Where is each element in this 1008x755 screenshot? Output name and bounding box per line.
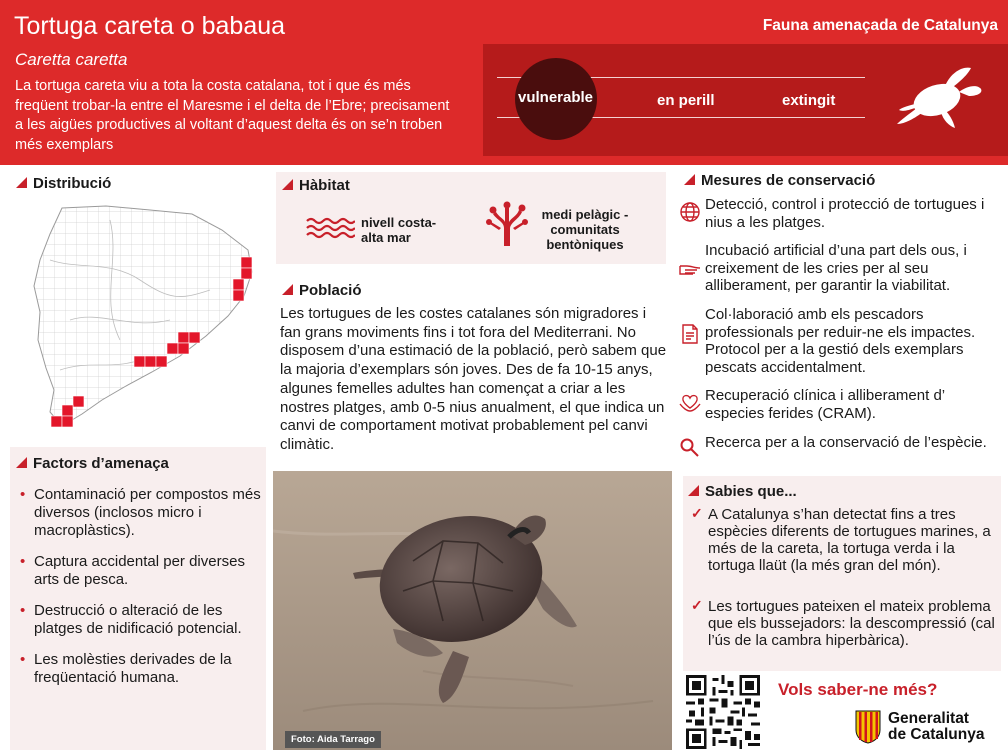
status-endangered: en perill: [657, 92, 715, 109]
heading-triangle-icon: [684, 174, 695, 185]
fact-item: Les tortugues pateixen el mateix problema que els bussejadors: la descompressió (cal l’ús de la cambra hiperbàrica).: [708, 598, 995, 649]
status-vulnerable: vulnerable: [518, 89, 594, 106]
did-you-know-heading: Sabies que...: [688, 483, 797, 500]
sea-turtle-icon: [893, 62, 985, 132]
heading-triangle-icon: [16, 177, 27, 188]
list-item: • Captura accidental per diverses arts de pesca.: [20, 553, 265, 589]
heart-hands-icon: [679, 390, 701, 412]
status-extinct: extingit: [782, 92, 836, 109]
heading-triangle-icon: [282, 284, 293, 295]
photo-credit: Foto: Aida Tarrago: [285, 731, 381, 748]
check-icon: ✓: [691, 505, 703, 521]
intro-text: La tortuga careta viu a tota la costa catalana, tot i que és més freqüent trobar-la entre el Maresme i el delta de l’Ebre; precisament a les aigües productives al voltant d’aquest delta és on se’n troben més exemplars: [15, 78, 450, 153]
waves-icon: [305, 216, 355, 242]
habitat-label-coastal: nivell costa- alta mar: [361, 215, 437, 245]
learn-more-link[interactable]: Vols saber-ne més?: [778, 680, 938, 699]
habitat-heading: Hàbitat: [282, 177, 350, 194]
qr-code[interactable]: [686, 675, 760, 749]
conservation-status-scale: [483, 44, 1008, 156]
coral-icon: [485, 200, 529, 248]
population-heading: Població: [282, 282, 362, 299]
document-icon: [679, 323, 701, 345]
fact-item: A Catalunya s’han detectat fins a tres espècies diferents de tortugues marines, a més de la careta, la tortuga verda i la tortuga llaüt (la més gran del món).: [708, 506, 991, 574]
series-tag: Fauna amenaçada de Catalunya: [762, 17, 998, 34]
heading-triangle-icon: [16, 457, 27, 468]
conservation-item: Detecció, control i protecció de tortugues i nius a les platges.: [705, 196, 985, 231]
heading-triangle-icon: [688, 485, 699, 496]
heading-triangle-icon: [282, 179, 293, 190]
magnifier-icon: [679, 437, 701, 459]
turtle-photo: [273, 471, 672, 750]
conservation-item: Recuperació clínica i alliberament d’ especies ferides (CRAM).: [705, 387, 945, 422]
conservation-item: Col·laboració amb els pescadors professionals per reduir-ne els impactes. Protocol per a la gestió dels exemplars pescats accidentalment.: [705, 306, 976, 376]
conservation-item: Recerca per a la conservació de l’espècie.: [705, 434, 987, 451]
check-icon: ✓: [691, 597, 703, 613]
list-item: • Contaminació per compostos més diversos (inclosos micro i macroplàstics).: [20, 486, 265, 540]
distribution-heading: Distribució: [16, 175, 111, 192]
generalitat-logo: [855, 710, 881, 744]
header-banner: [0, 0, 1008, 165]
list-item: • Destrucció o alteració de les platges de nidificació potencial.: [20, 602, 265, 638]
conservation-item: Incubació artificial d’una part dels ous, i creixement de les cries per al seu alliberament, per garantir la viabilitat.: [705, 242, 967, 294]
globe-icon: [679, 201, 701, 223]
generalitat-name: Generalitat de Catalunya: [888, 710, 985, 743]
distribution-map: [10, 200, 260, 432]
scientific-name: Caretta caretta: [15, 50, 128, 69]
hand-icon: [679, 258, 701, 280]
list-item: • Les molèsties derivades de la freqüentació humana.: [20, 651, 265, 687]
conservation-heading: Mesures de conservació: [684, 172, 875, 189]
threats-list: [20, 486, 265, 700]
threats-heading: Factors d’amenaça: [16, 455, 169, 472]
page-title: Tortuga careta o babaua: [14, 12, 286, 40]
habitat-label-pelagic: medi pelàgic - comunitats bentòniques: [541, 207, 629, 252]
population-text: Les tortugues de les costes catalanes són migradores i fan grans moviments fins i tot fora del Mediterrani. No disposem d’una estimació de la població, però sabem que la majoria d’exemplars són joves. Des de fa 10-15 anys, algunes femelles adultes han començat a criar a les nostres platges, amb 0-5 nius anualment, el que indica un canvi de comportament motivat probablement pel canvi climàtic.: [280, 305, 667, 453]
